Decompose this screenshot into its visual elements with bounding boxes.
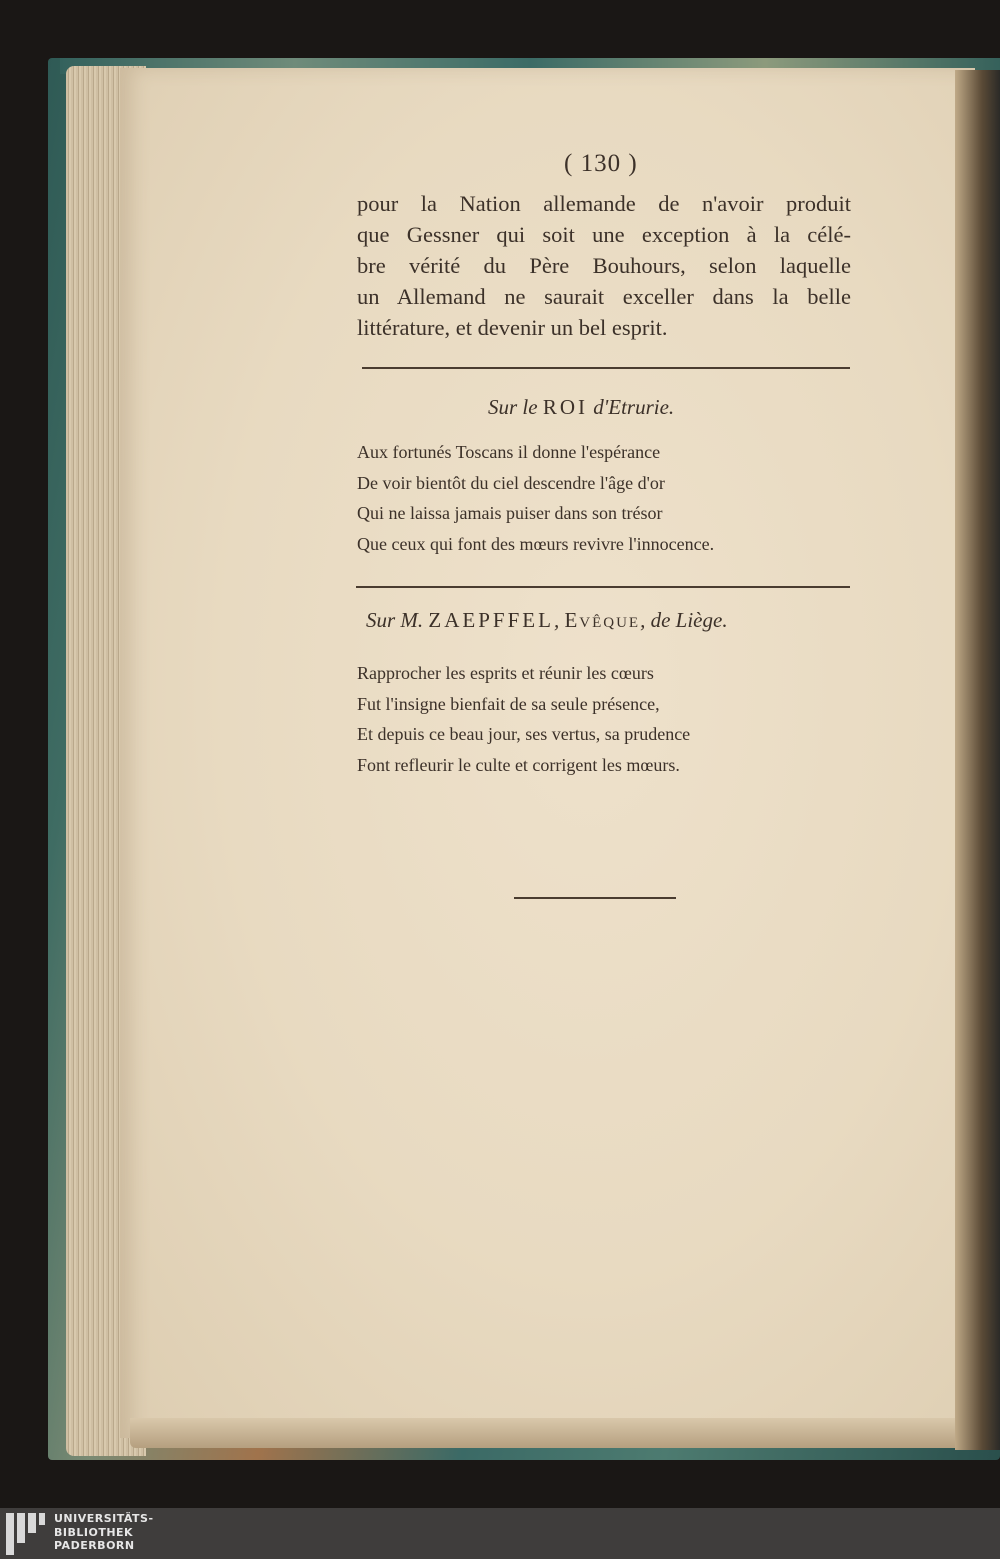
verse-line: De voir bientôt du ciel descendre l'âge d'or <box>357 472 665 493</box>
page-number: ( 130 ) <box>564 150 638 177</box>
section2-heading-caps: ZAEPFFEL <box>428 608 554 632</box>
prose-line: bre vérité du Père Bouhours, selon laquelle <box>357 253 851 278</box>
section2-heading-post: , de Liège. <box>640 608 728 632</box>
section-divider <box>362 367 850 369</box>
verse-line: Qui ne laissa jamais puiser dans son trésor <box>357 503 663 523</box>
verse-line: Font refleurir le culte et corrigent les mœurs. <box>357 754 680 775</box>
library-logo-icon <box>6 1513 46 1555</box>
prose-line: un Allemand ne saurait exceller dans la belle <box>357 284 851 309</box>
section2-heading <box>366 608 728 633</box>
end-rule <box>514 897 676 899</box>
section2-verse <box>357 658 690 780</box>
section1-heading <box>488 395 674 420</box>
logo-line: PADERBORN <box>54 1539 135 1552</box>
library-logo-text <box>54 1512 154 1553</box>
prose-line: pour la Nation allemande de n'avoir produit <box>357 191 851 216</box>
verse-line: Rapprocher les esprits et réunir les cœurs <box>357 663 654 683</box>
prose-line: que Gessner qui soit une exception à la célé- <box>357 222 851 247</box>
section1-heading-post: d'Etrurie. <box>588 395 675 419</box>
section1-heading-caps: ROI <box>542 395 588 419</box>
section2-heading-mid: , <box>553 608 565 632</box>
verse-line: Et depuis ce beau jour, ses vertus, sa prudence <box>357 724 691 744</box>
page-bottom-edge <box>130 1418 970 1448</box>
section2-heading-smallcaps: Evêque <box>564 608 641 632</box>
verse-line: Aux fortunés Toscans il donne l'espérance <box>357 442 661 462</box>
logo-line: UNIVERSITÄTS- <box>54 1512 154 1525</box>
section1-verse <box>357 437 714 559</box>
verse-line: Que ceux qui font des mœurs revivre l'innocence. <box>357 533 715 554</box>
section-divider <box>356 586 850 588</box>
logo-line: BIBLIOTHEK <box>54 1525 134 1539</box>
prose-line: littérature, et devenir un bel esprit. <box>357 315 668 340</box>
verse-line: Fut l'insigne bienfait de sa seule présence, <box>357 693 660 714</box>
section1-heading-pre: Sur le <box>488 395 543 419</box>
prose-paragraph <box>357 188 851 343</box>
spine-shadow <box>955 70 1000 1450</box>
section2-heading-pre: Sur M. <box>366 608 429 632</box>
